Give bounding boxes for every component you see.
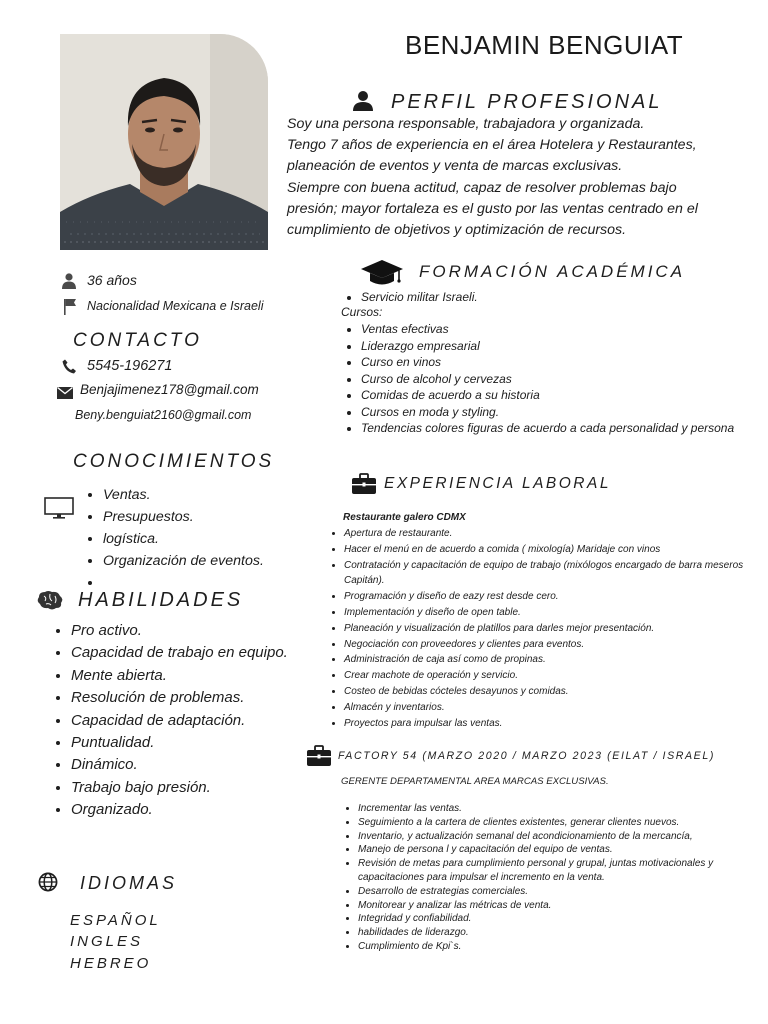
languages-section-title: IDIOMAS: [80, 873, 178, 893]
profile-summary: [287, 114, 737, 241]
nationality: Nacionalidad Mexicana e Israeli: [87, 299, 264, 313]
list-item: • Negociación con proveedores y clientes para eventos.: [344, 637, 764, 653]
phone-icon: [62, 359, 76, 374]
profile-line: cumplimiento de objetivos y optimización de recursos.: [287, 222, 627, 239]
age: 36 años: [87, 272, 137, 288]
profile-line: Tengo 7 años de experiencia en el área Hotelera y Restaurantes,: [287, 137, 697, 154]
list-item: • Monitorear y analizar las métricas de venta.: [358, 899, 763, 913]
candidate-name: BENJAMIN BENGUIAT: [405, 30, 684, 60]
list-item: • Almacén y inventarios.: [344, 700, 764, 716]
list-item: • Liderazgo empresarial: [361, 338, 741, 355]
list-item: • Organizado.: [71, 799, 288, 821]
list-item: • Capacidad de adaptación.: [71, 710, 288, 732]
knowledge-section-title: CONOCIMIENTOS: [73, 451, 275, 472]
person-icon: [352, 90, 374, 112]
courses-list: [341, 321, 741, 437]
flag-icon: [63, 298, 77, 315]
list-item: • Ventas.: [103, 484, 264, 506]
list-item: • Inventario, y actualización semanal del acondicionamiento de la mercancía,: [358, 830, 763, 844]
list-item: [103, 572, 264, 586]
globe-icon: [38, 872, 58, 892]
list-item: • Servicio militar Israeli.: [361, 289, 478, 306]
experience-section-title: EXPERIENCIA LABORAL: [384, 475, 611, 492]
list-item: • Pro activo.: [71, 620, 288, 642]
profile-section-title: PERFIL PROFESIONAL: [391, 91, 663, 113]
list-item: • Programación y diseño de eazy rest desde cero.: [344, 589, 764, 605]
list-item: • Mente abierta.: [71, 665, 288, 687]
courses-label: Cursos:: [341, 305, 383, 319]
list-item: • Cumplimiento de Kpi`s.: [358, 940, 763, 954]
list-item: • Comidas de acuerdo a su historia: [361, 387, 741, 404]
list-item: • Curso en vinos: [361, 354, 741, 371]
profile-line: planeación de eventos y venta de marcas exclusivas.: [287, 158, 623, 175]
list-item: • Curso de alcohol y cervezas: [361, 371, 741, 388]
list-item: • Cursos en moda y styling.: [361, 404, 741, 421]
list-item: • Planeación y visualización de platillos para darles mejor presentación.: [344, 621, 764, 637]
email-primary[interactable]: Benjajimenez178@gmail.com: [80, 382, 259, 397]
education-section-title: FORMACIÓN ACADÉMICA: [419, 262, 686, 281]
list-item: • Seguimiento a la cartera de clientes existentes, generar clientes nuevos.: [358, 816, 763, 830]
list-item: • Implementación y diseño de open table.: [344, 605, 764, 621]
job2-duties-list: [338, 802, 763, 954]
list-item: • Capacidad de trabajo en equipo.: [71, 642, 288, 664]
briefcase-icon: [351, 473, 377, 495]
list-item: • Tendencias colores figuras de acuerdo a cada personalidad y persona: [361, 420, 741, 437]
email-secondary[interactable]: Beny.benguiat2160@gmail.com: [75, 408, 252, 422]
job2-company: FACTORY 54 (MARZO 2020 / MARZO 2023 (EILAT / ISRAEL): [338, 750, 715, 762]
phone-number[interactable]: 5545-196271: [87, 358, 173, 374]
mail-icon: [57, 387, 73, 399]
list-item: • Revisión de metas para cumplimiento personal y grupal, juntas motivacionales y capacitaciones para impulsar el incremento en la venta.: [358, 857, 763, 885]
person-icon: [62, 273, 76, 289]
language-item: INGLES: [70, 933, 144, 950]
skills-list: [51, 620, 288, 822]
language-item: ESPAÑOL: [70, 912, 161, 929]
job1-company: Restaurante galero CDMX: [343, 512, 466, 523]
list-item: • habilidades de liderazgo.: [358, 926, 763, 940]
list-item: • logística.: [103, 528, 264, 550]
list-item: • Administración de caja así como de propinas.: [344, 652, 764, 668]
list-item: • Incrementar las ventas.: [358, 802, 763, 816]
job2-role: GERENTE DEPARTAMENTAL AREA MARCAS EXCLUSIVAS.: [341, 776, 609, 787]
list-item: • Apertura de restaurante.: [344, 526, 764, 542]
list-item: • Proyectos para impulsar las ventas.: [344, 716, 764, 732]
graduation-cap-icon: [360, 258, 404, 288]
list-item: • Trabajo bajo presión.: [71, 777, 288, 799]
knowledge-list: [83, 484, 264, 586]
profile-line: presión; mayor fortaleza es el gusto por las ventas centrado en el: [287, 200, 698, 217]
list-item: • Integridad y confiabilidad.: [358, 912, 763, 926]
list-item: • Costeo de bebidas cócteles desayunos y comidas.: [344, 684, 764, 700]
list-item: • Hacer el menú en de acuerdo a comida ( mixología) Maridaje con vinos: [344, 542, 764, 558]
education-main-list: [341, 289, 478, 306]
list-item: • Crear machote de operación y servicio.: [344, 668, 764, 684]
list-item: • Desarrollo de estrategias comerciales.: [358, 885, 763, 899]
profile-line: Soy una persona responsable, trabajadora y organizada.: [287, 116, 645, 132]
list-item: • Contratación y capacitación de equipo de trabajo (mixólogos encargado de barra meseros Capitán).: [344, 558, 764, 590]
profile-photo: [60, 34, 268, 250]
list-item: • Manejo de persona l y capacitación del equipo de ventas.: [358, 843, 763, 857]
contact-section-title: CONTACTO: [73, 330, 202, 351]
language-item: HEBREO: [70, 955, 152, 972]
briefcase-icon: [306, 745, 332, 767]
list-item: • Organización de eventos.: [103, 550, 264, 572]
list-item: • Ventas efectivas: [361, 321, 741, 338]
job1-duties-list: [324, 526, 764, 731]
list-item: • Resolución de problemas.: [71, 687, 288, 709]
monitor-icon: [44, 497, 74, 519]
skills-section-title: HABILIDADES: [78, 589, 244, 611]
profile-line: Siempre con buena actitud, capaz de resolver problemas bajo: [287, 179, 677, 196]
brain-icon: [36, 590, 64, 612]
list-item: • Dinámico.: [71, 754, 288, 776]
list-item: • Presupuestos.: [103, 506, 264, 528]
list-item: • Puntualidad.: [71, 732, 288, 754]
